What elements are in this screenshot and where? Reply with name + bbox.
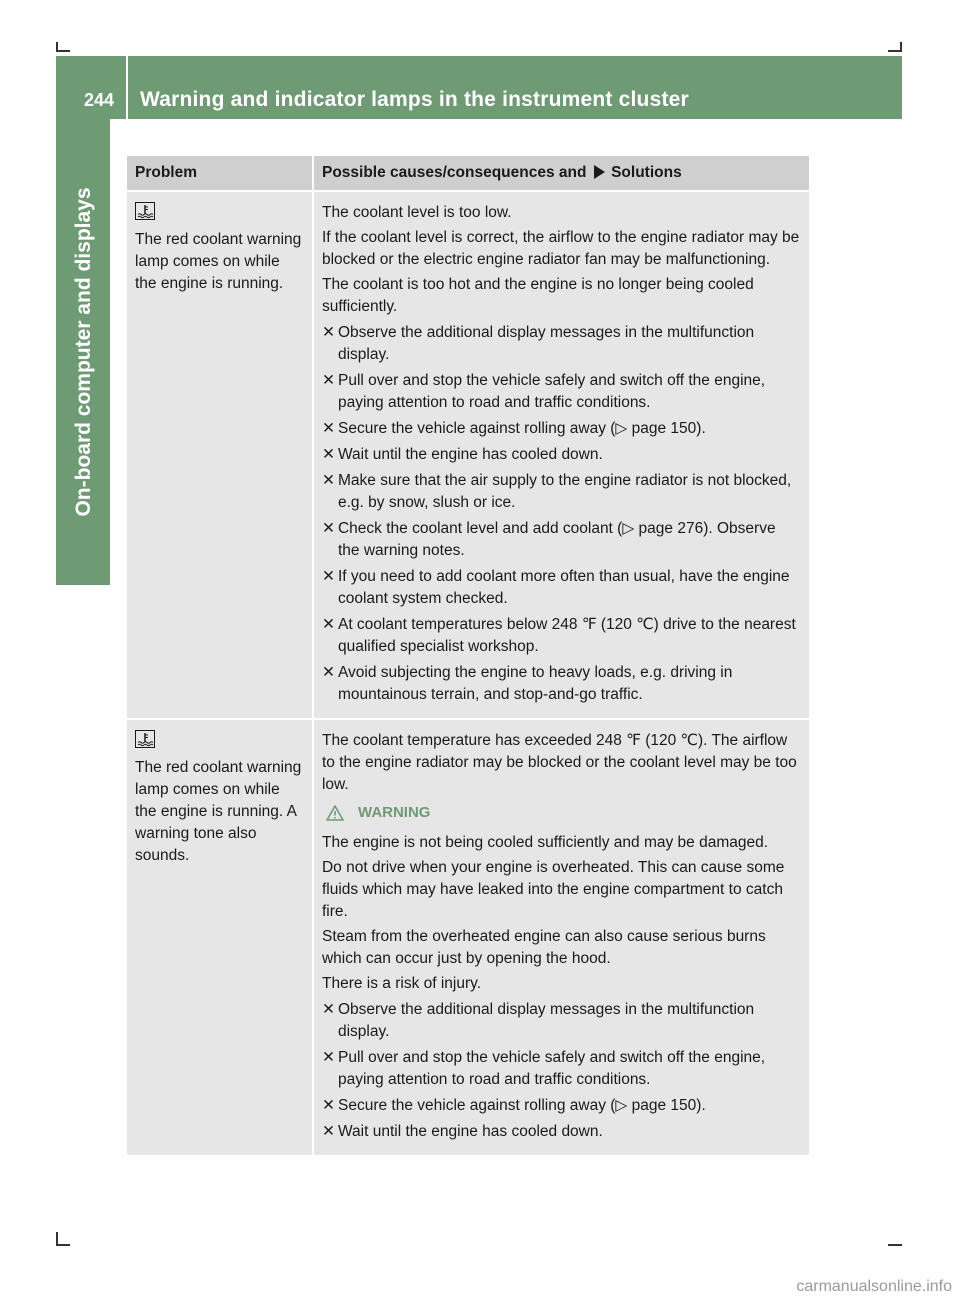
warning-heading: [326, 802, 801, 824]
solution-step: ✕ Observe the additional display messages in the multifunction display.: [322, 322, 801, 366]
solution-cell: [313, 719, 810, 1156]
cause-text: If the coolant level is correct, the airflow to the engine radiator may be blocked or the electric engine radiator fan may be malfunctioning.: [321, 229, 800, 268]
crop-mark: [888, 1244, 902, 1246]
column-header-solutions-suffix: Solutions: [611, 164, 682, 181]
solution-cell: [313, 191, 810, 719]
solution-step: ✕ Make sure that the air supply to the engine radiator is not blocked, e.g. by snow, slush or ice.: [322, 470, 801, 514]
solution-step: ✕ Wait until the engine has cooled down.: [322, 1121, 801, 1143]
solution-step: ✕ Check the coolant level and add coolant (▷ page 276). Observe the warning notes.: [322, 518, 801, 562]
problem-cell: [127, 191, 313, 719]
problem-text: The red coolant warning lamp comes on while the engine is running.: [135, 231, 302, 292]
step-arrow-icon: ✕: [321, 1097, 335, 1114]
page-number: 244: [84, 90, 115, 110]
solution-step: ✕ Secure the vehicle against rolling away (▷ page 150).: [322, 1095, 801, 1117]
coolant-temperature-icon: [135, 202, 155, 220]
step-arrow-icon: ✕: [321, 664, 335, 681]
cause-text: The coolant level is too low.: [321, 204, 512, 221]
step-arrow-icon: ✕: [321, 1123, 335, 1140]
step-arrow-icon: ✕: [321, 446, 335, 463]
solution-step: ✕ Avoid subjecting the engine to heavy loads, e.g. driving in mountainous terrain, and stop-and-go traffic.: [322, 662, 801, 706]
cause-text: The coolant temperature has exceeded 248 ℉ (120 ℃). The airflow to the engine radiator may be blocked or the coolant level may be too low.: [321, 732, 797, 793]
crop-mark: [56, 1244, 70, 1246]
step-arrow-icon: ✕: [321, 372, 335, 389]
header-divider: [126, 56, 128, 119]
step-arrow-icon: ✕: [321, 472, 335, 489]
coolant-temperature-icon: [135, 730, 155, 748]
side-section-label: On-board computer and displays: [72, 187, 95, 517]
warning-table: [127, 156, 811, 1157]
solution-step: ✕ Wait until the engine has cooled down.: [322, 444, 801, 466]
step-arrow-icon: ✕: [321, 324, 335, 341]
step-arrow-icon: ✕: [321, 568, 335, 585]
warning-text: There is a risk of injury.: [321, 975, 482, 992]
warning-label: WARNING: [357, 804, 431, 821]
step-arrow-icon: ✕: [321, 1001, 335, 1018]
warning-text: The engine is not being cooled sufficiently and may be damaged.: [321, 834, 769, 851]
column-header-solutions-prefix: Possible causes/consequences and: [321, 164, 587, 181]
watermark: carmanualsonline.info: [796, 1278, 952, 1295]
problem-cell: [127, 719, 313, 1156]
column-header-solutions: [313, 156, 810, 191]
warning-text: Do not drive when your engine is overheated. This can cause some fluids which may have leaked into the engine compartment to catch fire.: [321, 859, 785, 920]
page-title: Warning and indicator lamps in the instrument cluster: [140, 88, 689, 111]
step-arrow-icon: ✕: [321, 520, 335, 537]
table-header-row: [127, 156, 810, 191]
step-arrow-icon: ✕: [321, 420, 335, 437]
crop-mark: [56, 50, 70, 52]
solution-step: ✕ If you need to add coolant more often than usual, have the engine coolant system checked.: [322, 566, 801, 610]
table-row: [127, 191, 810, 719]
warning-text: Steam from the overheated engine can also cause serious burns which can occur just by opening the hood.: [321, 928, 766, 967]
step-arrow-icon: ✕: [321, 1049, 335, 1066]
cause-text: The coolant is too hot and the engine is no longer being cooled sufficiently.: [321, 276, 754, 315]
solution-step: ✕ Secure the vehicle against rolling away (▷ page 150).: [322, 418, 801, 440]
solution-step: ✕ Pull over and stop the vehicle safely and switch off the engine, paying attention to road and traffic conditions.: [322, 1047, 801, 1091]
action-arrow-icon: [593, 165, 605, 179]
problem-text: The red coolant warning lamp comes on while the engine is running. A warning tone also sounds.: [135, 759, 302, 864]
solution-step: ✕ Observe the additional display messages in the multifunction display.: [322, 999, 801, 1043]
table-row: [127, 719, 810, 1156]
warning-triangle-icon: [326, 805, 344, 821]
solution-step: ✕ Pull over and stop the vehicle safely and switch off the engine, paying attention to road and traffic conditions.: [322, 370, 801, 414]
step-arrow-icon: ✕: [321, 616, 335, 633]
crop-mark: [888, 50, 902, 52]
solution-step: ✕ At coolant temperatures below 248 ℉ (120 ℃) drive to the nearest qualified specialist workshop.: [322, 614, 801, 658]
column-header-problem: Problem: [127, 156, 313, 191]
